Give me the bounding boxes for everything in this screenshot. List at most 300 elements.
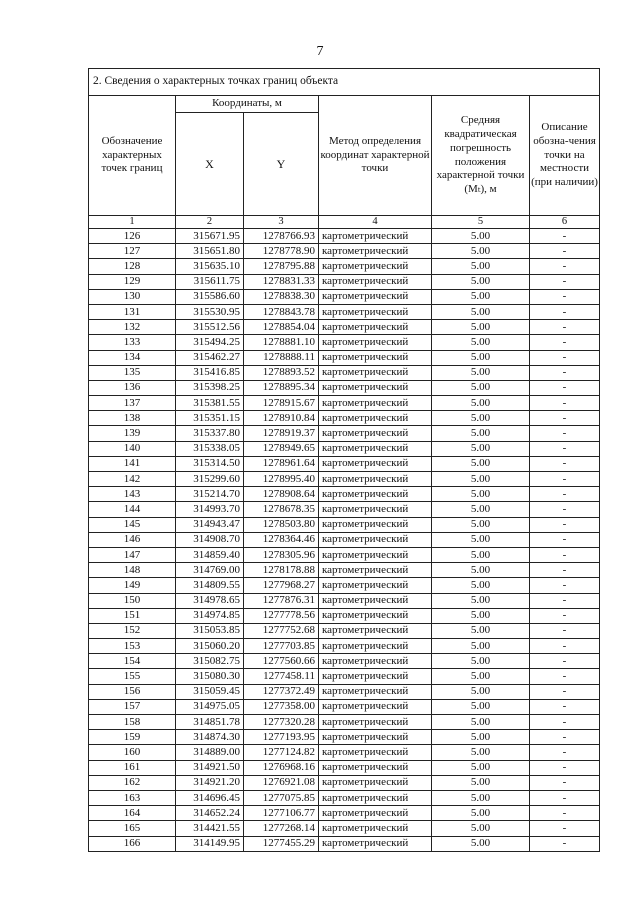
y-coordinate-cell: 1277458.11 xyxy=(244,669,319,684)
description-cell: - xyxy=(530,229,600,244)
error-cell: 5.00 xyxy=(432,502,530,517)
method-cell: картометрический xyxy=(319,699,432,714)
error-cell: 5.00 xyxy=(432,730,530,745)
point-number-cell: 134 xyxy=(89,350,176,365)
description-cell: - xyxy=(530,502,600,517)
column-number: 3 xyxy=(244,216,319,229)
x-coordinate-cell: 315080.30 xyxy=(176,669,244,684)
error-cell: 5.00 xyxy=(432,426,530,441)
method-cell: картометрический xyxy=(319,730,432,745)
y-coordinate-cell: 1278910.84 xyxy=(244,411,319,426)
description-cell: - xyxy=(530,775,600,790)
x-coordinate-cell: 314921.20 xyxy=(176,775,244,790)
x-coordinate-cell: 315059.45 xyxy=(176,684,244,699)
error-cell: 5.00 xyxy=(432,472,530,487)
y-coordinate-cell: 1278503.80 xyxy=(244,517,319,532)
table-row xyxy=(89,593,600,608)
description-cell: - xyxy=(530,426,600,441)
y-coordinate-cell: 1278895.34 xyxy=(244,380,319,395)
error-cell: 5.00 xyxy=(432,304,530,319)
description-cell: - xyxy=(530,335,600,350)
method-cell: картометрический xyxy=(319,821,432,836)
x-coordinate-cell: 314851.78 xyxy=(176,715,244,730)
point-number-cell: 164 xyxy=(89,806,176,821)
error-cell: 5.00 xyxy=(432,365,530,380)
x-coordinate-cell: 314149.95 xyxy=(176,836,244,851)
error-cell: 5.00 xyxy=(432,608,530,623)
y-coordinate-cell: 1278843.78 xyxy=(244,304,319,319)
y-coordinate-cell: 1277455.29 xyxy=(244,836,319,851)
y-coordinate-cell: 1277560.66 xyxy=(244,654,319,669)
description-cell: - xyxy=(530,456,600,471)
table-row xyxy=(89,472,600,487)
point-number-cell: 163 xyxy=(89,790,176,805)
x-coordinate-cell: 315398.25 xyxy=(176,380,244,395)
x-coordinate-cell: 314975.05 xyxy=(176,699,244,714)
point-number-cell: 162 xyxy=(89,775,176,790)
error-cell: 5.00 xyxy=(432,229,530,244)
point-number-cell: 154 xyxy=(89,654,176,669)
table-row xyxy=(89,380,600,395)
description-cell: - xyxy=(530,396,600,411)
x-coordinate-cell: 315671.95 xyxy=(176,229,244,244)
error-cell: 5.00 xyxy=(432,335,530,350)
point-number-cell: 153 xyxy=(89,639,176,654)
y-coordinate-cell: 1278908.64 xyxy=(244,487,319,502)
description-cell: - xyxy=(530,760,600,775)
point-number-cell: 140 xyxy=(89,441,176,456)
error-cell: 5.00 xyxy=(432,699,530,714)
table-row xyxy=(89,760,600,775)
method-cell: картометрический xyxy=(319,836,432,851)
description-cell: - xyxy=(530,289,600,304)
description-cell: - xyxy=(530,487,600,502)
description-cell: - xyxy=(530,578,600,593)
method-cell: картометрический xyxy=(319,350,432,365)
y-coordinate-cell: 1278831.33 xyxy=(244,274,319,289)
y-coordinate-cell: 1277106.77 xyxy=(244,806,319,821)
table-row xyxy=(89,699,600,714)
point-number-cell: 150 xyxy=(89,593,176,608)
table-row xyxy=(89,608,600,623)
y-coordinate-cell: 1278838.30 xyxy=(244,289,319,304)
y-coordinate-cell: 1277075.85 xyxy=(244,790,319,805)
error-cell: 5.00 xyxy=(432,547,530,562)
y-coordinate-cell: 1278888.11 xyxy=(244,350,319,365)
table-row xyxy=(89,684,600,699)
method-cell: картометрический xyxy=(319,426,432,441)
y-coordinate-cell: 1277358.00 xyxy=(244,699,319,714)
description-cell: - xyxy=(530,563,600,578)
table-row xyxy=(89,654,600,669)
error-cell: 5.00 xyxy=(432,274,530,289)
y-coordinate-cell: 1278364.46 xyxy=(244,532,319,547)
description-cell: - xyxy=(530,745,600,760)
table-row xyxy=(89,745,600,760)
method-cell: картометрический xyxy=(319,578,432,593)
error-cell: 5.00 xyxy=(432,380,530,395)
method-cell: картометрический xyxy=(319,517,432,532)
method-cell: картометрический xyxy=(319,547,432,562)
x-coordinate-cell: 314809.55 xyxy=(176,578,244,593)
error-cell: 5.00 xyxy=(432,775,530,790)
y-coordinate-cell: 1277193.95 xyxy=(244,730,319,745)
table-row xyxy=(89,532,600,547)
error-cell: 5.00 xyxy=(432,836,530,851)
x-coordinate-cell: 315494.25 xyxy=(176,335,244,350)
method-cell: картометрический xyxy=(319,593,432,608)
error-cell: 5.00 xyxy=(432,259,530,274)
y-coordinate-cell: 1277778.56 xyxy=(244,608,319,623)
page-number: 7 xyxy=(316,44,324,59)
point-number-cell: 152 xyxy=(89,623,176,638)
description-cell: - xyxy=(530,274,600,289)
y-coordinate-cell: 1278778.90 xyxy=(244,244,319,259)
table-row xyxy=(89,411,600,426)
x-coordinate-cell: 314652.24 xyxy=(176,806,244,821)
y-coordinate-cell: 1277268.14 xyxy=(244,821,319,836)
point-number-cell: 145 xyxy=(89,517,176,532)
table-row xyxy=(89,335,600,350)
description-cell: - xyxy=(530,669,600,684)
column-number: 4 xyxy=(319,216,432,229)
method-cell: картометрический xyxy=(319,472,432,487)
x-coordinate-cell: 315053.85 xyxy=(176,623,244,638)
x-coordinate-cell: 314908.70 xyxy=(176,532,244,547)
error-cell: 5.00 xyxy=(432,244,530,259)
y-coordinate-cell: 1278915.67 xyxy=(244,396,319,411)
method-cell: картометрический xyxy=(319,563,432,578)
error-cell: 5.00 xyxy=(432,441,530,456)
table-row xyxy=(89,639,600,654)
table-row xyxy=(89,517,600,532)
error-cell: 5.00 xyxy=(432,396,530,411)
point-number-cell: 160 xyxy=(89,745,176,760)
error-cell: 5.00 xyxy=(432,289,530,304)
error-cell: 5.00 xyxy=(432,578,530,593)
table-row xyxy=(89,730,600,745)
description-cell: - xyxy=(530,441,600,456)
x-coordinate-cell: 314874.30 xyxy=(176,730,244,745)
y-coordinate-cell: 1278766.93 xyxy=(244,229,319,244)
method-cell: картометрический xyxy=(319,244,432,259)
error-cell: 5.00 xyxy=(432,806,530,821)
y-coordinate-cell: 1278961.64 xyxy=(244,456,319,471)
x-coordinate-cell: 315512.56 xyxy=(176,320,244,335)
description-cell: - xyxy=(530,806,600,821)
table-row xyxy=(89,396,600,411)
header-x: X xyxy=(176,113,244,216)
description-cell: - xyxy=(530,547,600,562)
point-number-cell: 146 xyxy=(89,532,176,547)
boundary-points-table xyxy=(88,68,600,852)
method-cell: картометрический xyxy=(319,654,432,669)
error-cell: 5.00 xyxy=(432,715,530,730)
column-number: 1 xyxy=(89,216,176,229)
y-coordinate-cell: 1278893.52 xyxy=(244,365,319,380)
method-cell: картометрический xyxy=(319,335,432,350)
method-cell: картометрический xyxy=(319,456,432,471)
point-number-cell: 135 xyxy=(89,365,176,380)
table-body xyxy=(89,229,600,852)
error-cell: 5.00 xyxy=(432,487,530,502)
x-coordinate-cell: 315060.20 xyxy=(176,639,244,654)
y-coordinate-cell: 1278995.40 xyxy=(244,472,319,487)
x-coordinate-cell: 314889.00 xyxy=(176,745,244,760)
table-row xyxy=(89,623,600,638)
point-number-cell: 159 xyxy=(89,730,176,745)
y-coordinate-cell: 1277372.49 xyxy=(244,684,319,699)
table-row xyxy=(89,441,600,456)
method-cell: картометрический xyxy=(319,532,432,547)
description-cell: - xyxy=(530,304,600,319)
description-cell: - xyxy=(530,244,600,259)
column-number: 6 xyxy=(530,216,600,229)
description-cell: - xyxy=(530,715,600,730)
method-cell: картометрический xyxy=(319,320,432,335)
header-point: Обозначение характерных точек границ xyxy=(89,96,176,216)
point-number-cell: 133 xyxy=(89,335,176,350)
y-coordinate-cell: 1276921.08 xyxy=(244,775,319,790)
x-coordinate-cell: 314859.40 xyxy=(176,547,244,562)
y-coordinate-cell: 1278305.96 xyxy=(244,547,319,562)
column-number: 5 xyxy=(432,216,530,229)
point-number-cell: 143 xyxy=(89,487,176,502)
point-number-cell: 130 xyxy=(89,289,176,304)
description-cell: - xyxy=(530,821,600,836)
y-coordinate-cell: 1278678.35 xyxy=(244,502,319,517)
y-coordinate-cell: 1277124.82 xyxy=(244,745,319,760)
x-coordinate-cell: 315586.60 xyxy=(176,289,244,304)
column-number-row xyxy=(89,216,600,229)
method-cell: картометрический xyxy=(319,365,432,380)
table-row xyxy=(89,289,600,304)
point-number-cell: 161 xyxy=(89,760,176,775)
description-cell: - xyxy=(530,532,600,547)
error-cell: 5.00 xyxy=(432,350,530,365)
y-coordinate-cell: 1277876.31 xyxy=(244,593,319,608)
header-coordinates: Координаты, м xyxy=(176,96,319,113)
point-number-cell: 137 xyxy=(89,396,176,411)
error-cell: 5.00 xyxy=(432,760,530,775)
method-cell: картометрический xyxy=(319,684,432,699)
x-coordinate-cell: 314421.55 xyxy=(176,821,244,836)
error-cell: 5.00 xyxy=(432,517,530,532)
description-cell: - xyxy=(530,350,600,365)
description-cell: - xyxy=(530,517,600,532)
method-cell: картометрический xyxy=(319,806,432,821)
x-coordinate-cell: 315611.75 xyxy=(176,274,244,289)
y-coordinate-cell: 1277968.27 xyxy=(244,578,319,593)
error-cell: 5.00 xyxy=(432,411,530,426)
description-cell: - xyxy=(530,639,600,654)
y-coordinate-cell: 1278949.65 xyxy=(244,441,319,456)
table-row xyxy=(89,790,600,805)
method-cell: картометрический xyxy=(319,669,432,684)
error-cell: 5.00 xyxy=(432,745,530,760)
point-number-cell: 165 xyxy=(89,821,176,836)
table-row xyxy=(89,274,600,289)
x-coordinate-cell: 315299.60 xyxy=(176,472,244,487)
point-number-cell: 126 xyxy=(89,229,176,244)
point-number-cell: 141 xyxy=(89,456,176,471)
x-coordinate-cell: 314993.70 xyxy=(176,502,244,517)
y-coordinate-cell: 1278881.10 xyxy=(244,335,319,350)
description-cell: - xyxy=(530,730,600,745)
x-coordinate-cell: 315351.15 xyxy=(176,411,244,426)
table-row xyxy=(89,578,600,593)
point-number-cell: 131 xyxy=(89,304,176,319)
header-method: Метод определения координат характерной точки xyxy=(319,96,432,216)
table-row xyxy=(89,502,600,517)
x-coordinate-cell: 315214.70 xyxy=(176,487,244,502)
table-row xyxy=(89,563,600,578)
description-cell: - xyxy=(530,320,600,335)
y-coordinate-cell: 1278854.04 xyxy=(244,320,319,335)
table-row xyxy=(89,715,600,730)
x-coordinate-cell: 314769.00 xyxy=(176,563,244,578)
error-cell: 5.00 xyxy=(432,669,530,684)
x-coordinate-cell: 314978.65 xyxy=(176,593,244,608)
table-row xyxy=(89,547,600,562)
error-cell: 5.00 xyxy=(432,320,530,335)
point-number-cell: 127 xyxy=(89,244,176,259)
table-row xyxy=(89,259,600,274)
header-error: Средняя квадратическая погрешность положения характерной точки (Мₜ), м xyxy=(432,96,530,216)
point-number-cell: 139 xyxy=(89,426,176,441)
y-coordinate-cell: 1277320.28 xyxy=(244,715,319,730)
description-cell: - xyxy=(530,380,600,395)
y-coordinate-cell: 1278178.88 xyxy=(244,563,319,578)
table-row xyxy=(89,806,600,821)
header-y: Y xyxy=(244,113,319,216)
method-cell: картометрический xyxy=(319,775,432,790)
x-coordinate-cell: 314974.85 xyxy=(176,608,244,623)
description-cell: - xyxy=(530,259,600,274)
description-cell: - xyxy=(530,608,600,623)
table-row xyxy=(89,487,600,502)
method-cell: картометрический xyxy=(319,715,432,730)
method-cell: картометрический xyxy=(319,760,432,775)
description-cell: - xyxy=(530,699,600,714)
description-cell: - xyxy=(530,654,600,669)
point-number-cell: 142 xyxy=(89,472,176,487)
point-number-cell: 151 xyxy=(89,608,176,623)
x-coordinate-cell: 314943.47 xyxy=(176,517,244,532)
table-row xyxy=(89,350,600,365)
error-cell: 5.00 xyxy=(432,593,530,608)
point-number-cell: 166 xyxy=(89,836,176,851)
x-coordinate-cell: 315082.75 xyxy=(176,654,244,669)
point-number-cell: 157 xyxy=(89,699,176,714)
method-cell: картометрический xyxy=(319,639,432,654)
x-coordinate-cell: 315338.05 xyxy=(176,441,244,456)
x-coordinate-cell: 315462.27 xyxy=(176,350,244,365)
error-cell: 5.00 xyxy=(432,821,530,836)
point-number-cell: 138 xyxy=(89,411,176,426)
description-cell: - xyxy=(530,593,600,608)
point-number-cell: 149 xyxy=(89,578,176,593)
y-coordinate-cell: 1276968.16 xyxy=(244,760,319,775)
method-cell: картометрический xyxy=(319,790,432,805)
method-cell: картометрический xyxy=(319,487,432,502)
x-coordinate-cell: 315651.80 xyxy=(176,244,244,259)
x-coordinate-cell: 315381.55 xyxy=(176,396,244,411)
description-cell: - xyxy=(530,836,600,851)
y-coordinate-cell: 1278795.88 xyxy=(244,259,319,274)
point-number-cell: 147 xyxy=(89,547,176,562)
error-cell: 5.00 xyxy=(432,790,530,805)
table-row xyxy=(89,426,600,441)
table-row xyxy=(89,229,600,244)
point-number-cell: 148 xyxy=(89,563,176,578)
method-cell: картометрический xyxy=(319,229,432,244)
x-coordinate-cell: 314696.45 xyxy=(176,790,244,805)
error-cell: 5.00 xyxy=(432,639,530,654)
table-row xyxy=(89,775,600,790)
table-row xyxy=(89,244,600,259)
method-cell: картометрический xyxy=(319,274,432,289)
method-cell: картометрический xyxy=(319,396,432,411)
method-cell: картометрический xyxy=(319,289,432,304)
table-row xyxy=(89,669,600,684)
point-number-cell: 132 xyxy=(89,320,176,335)
x-coordinate-cell: 315635.10 xyxy=(176,259,244,274)
point-number-cell: 128 xyxy=(89,259,176,274)
method-cell: картометрический xyxy=(319,411,432,426)
description-cell: - xyxy=(530,411,600,426)
point-number-cell: 155 xyxy=(89,669,176,684)
method-cell: картометрический xyxy=(319,259,432,274)
description-cell: - xyxy=(530,790,600,805)
error-cell: 5.00 xyxy=(432,532,530,547)
error-cell: 5.00 xyxy=(432,456,530,471)
point-number-cell: 144 xyxy=(89,502,176,517)
table-row xyxy=(89,821,600,836)
method-cell: картометрический xyxy=(319,441,432,456)
description-cell: - xyxy=(530,623,600,638)
error-cell: 5.00 xyxy=(432,563,530,578)
table-row xyxy=(89,456,600,471)
point-number-cell: 158 xyxy=(89,715,176,730)
point-number-cell: 156 xyxy=(89,684,176,699)
method-cell: картометрический xyxy=(319,304,432,319)
error-cell: 5.00 xyxy=(432,623,530,638)
method-cell: картометрический xyxy=(319,380,432,395)
header-description: Описание обозна-чения точки на местности (при наличии) xyxy=(530,96,600,216)
method-cell: картометрический xyxy=(319,608,432,623)
point-number-cell: 129 xyxy=(89,274,176,289)
x-coordinate-cell: 315416.85 xyxy=(176,365,244,380)
method-cell: картометрический xyxy=(319,623,432,638)
y-coordinate-cell: 1277703.85 xyxy=(244,639,319,654)
table-row xyxy=(89,304,600,319)
table-row xyxy=(89,365,600,380)
error-cell: 5.00 xyxy=(432,654,530,669)
description-cell: - xyxy=(530,684,600,699)
x-coordinate-cell: 315337.80 xyxy=(176,426,244,441)
column-number: 2 xyxy=(176,216,244,229)
error-cell: 5.00 xyxy=(432,684,530,699)
description-cell: - xyxy=(530,472,600,487)
table-row xyxy=(89,836,600,851)
point-number-cell: 136 xyxy=(89,380,176,395)
method-cell: картометрический xyxy=(319,745,432,760)
y-coordinate-cell: 1278919.37 xyxy=(244,426,319,441)
x-coordinate-cell: 315314.50 xyxy=(176,456,244,471)
table-row xyxy=(89,320,600,335)
section-title: 2. Сведения о характерных точках границ объекта xyxy=(89,69,600,96)
